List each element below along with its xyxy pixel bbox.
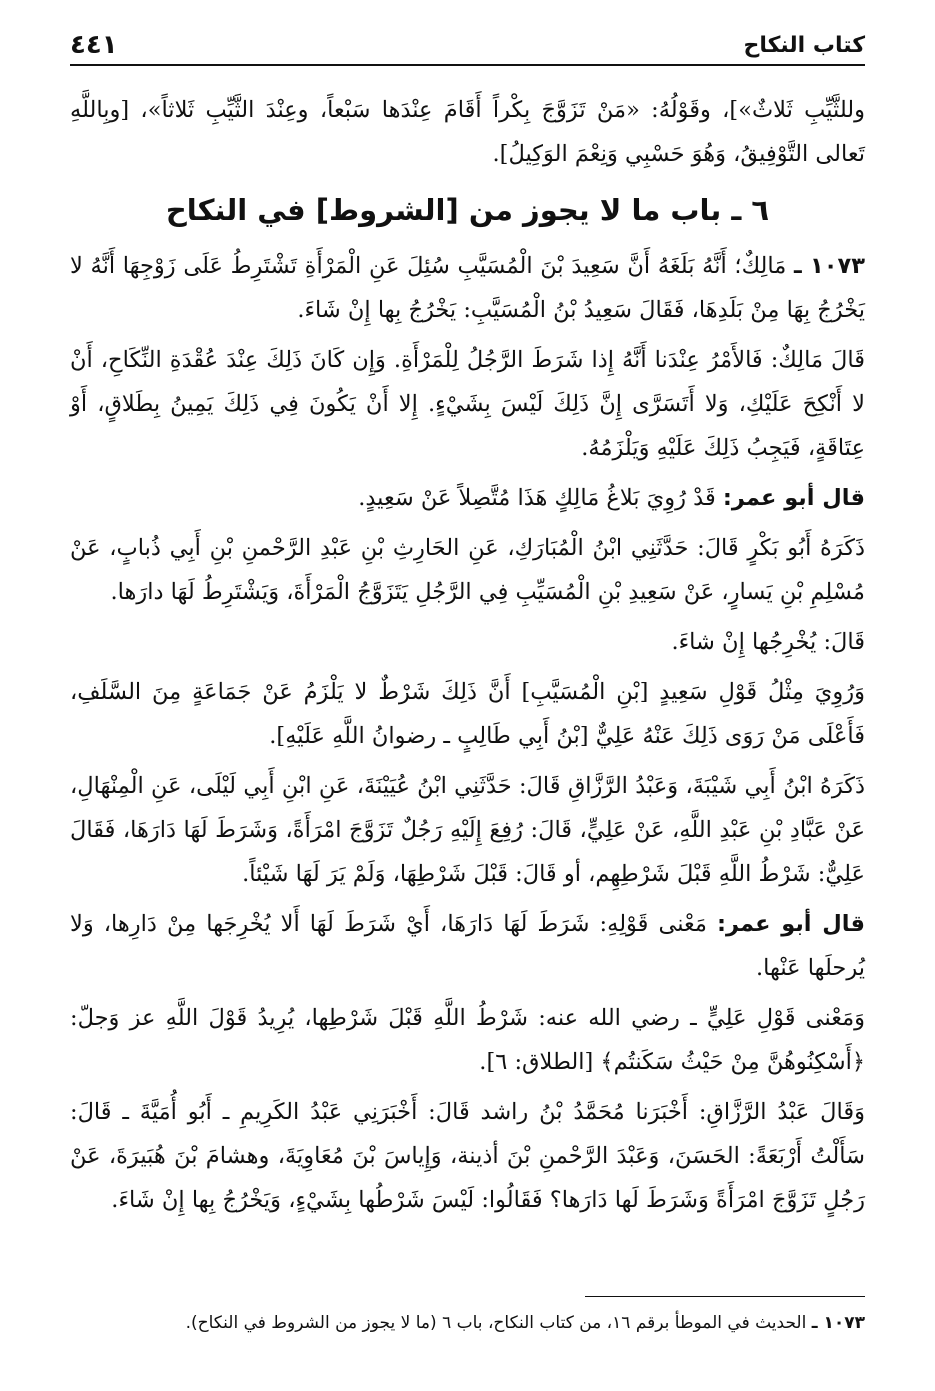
commentator-lead: قال أبو عمر: — [722, 485, 865, 511]
footnote-number: ١٠٧٣ ـ — [811, 1313, 865, 1333]
footnote — [70, 1308, 865, 1338]
page-number: ٤٤١ — [70, 30, 118, 60]
paragraph-text: قَالَ مَالِكٌ: فَالأَمْرُ عِنْدَنا أَنَّهُ إِذا شَرَطَ الرَّجُلُ لِلْمَرْأَةِ. وَإِن كَانَ ذَلِكَ عِنْدَ عُقْدَةِ النِّكَاحِ، أَنْ لا أَنْكِحَ عَلَيْكِ، وَلا أَتَسَرَّى إِنَّ ذَلِكَ لَيْسَ بِشَيْءٍ. إِلا أَنْ يَكُونَ فِي ذَلِكَ يَمِينُ بِطَلاقٍ، أَوْ عِتَاقَةٍ، فَيَجِبُ ذَلِكَ عَلَيْهِ وَيَلْزَمُهُ. — [70, 347, 865, 461]
paragraph-text: وَمَعْنى قَوْلِ عَلِيٍّ ـ رضي الله عنه: شَرْطُ اللَّهِ قَبْلَ شَرْطِها، يُرِيدُ قَوْلَ اللَّهِ عز وَجلّ: ﴿أَسْكِنُوهُنَّ مِنْ حَيْثُ سَكَنتُم﴾ [الطلاق: ٦]. — [70, 1005, 865, 1075]
paragraph — [70, 338, 865, 470]
paragraph-text: مَالِكٌ؛ أَنَّهُ بَلَغَهُ أَنَّ سَعِيدَ بْنَ الْمُسَيَّبِ سُئِلَ عَنِ الْمَرْأَةِ تَشْتَرِطُ عَلَى زَوْجِهَا أَنَّهُ لا يَخْرُجُ بِهَا مِنْ بَلَدِهَا، فَقَالَ سَعِيدُ بْنُ الْمُسَيَّبِ: يَخْرُجُ بِها إِنْ شَاءَ. — [70, 253, 865, 323]
paragraph — [70, 88, 865, 176]
paragraph — [70, 476, 865, 520]
paragraph-text: مَعْنى قَوْلِهِ: شَرَطَ لَهَا دَارَهَا، أَيْ شَرَطَ لَهَا أَلا يُخْرِجَها مِنْ دَارِها، وَلا يُرحلَها عَنْها. — [70, 911, 865, 981]
commentator-lead: قال أبو عمر: — [717, 911, 865, 937]
paragraph — [70, 670, 865, 758]
paragraph-text: وَقَالَ عَبْدُ الرَّزَّاقِ: أَخْبَرَنا مُحَمَّدُ بْنُ راشد قَالَ: أَخْبَرَنِي عَبْدُ الكَرِيمِ ـ أَبُو أُمَيَّةَ ـ قَالَ: سَأَلْتُ أَرْبَعَةً: الحَسَنَ، وَعَبْدَ الرَّحْمنِ بْنَ أذينة، وَإِياسَ بْنَ مُعَاوِيَةَ، وهشامَ بْنَ هُبَيرَةَ، عَنْ رَجُلٍ تَزَوَّجَ امْرَأَةً وَشَرَطَ لَها دَارَها؟ فَقَالُوا: لَيْسَ شَرْطُها بِشَيْءٍ، وَيَخْرُجُ بِها إِنْ شَاءَ. — [70, 1099, 865, 1213]
paragraph — [70, 526, 865, 614]
paragraph-text: ذَكَرَهُ ابْنُ أَبِي شَيْبَةَ، وَعَبْدُ الرَّزَّاقِ قَالَ: حَدَّثَنِي ابْنُ عُيَيْنَةَ، عَنِ ابْنِ أَبِي لَيْلَى، عَنِ الْمِنْهَالِ، عَنْ عَبَّادِ بْنِ عَبْدِ اللَّهِ، عَنْ عَلِيٍّ، قَالَ: رُفِعَ إِلَيْهِ رَجُلٌ تَزَوَّجَ امْرَأَةً، وَشَرَطَ لَهَا دَارَهَا، فَقَالَ عَلِيٌّ: شَرْطُ اللَّهِ قَبْلَ شَرْطِهِم، أو قَالَ: قَبْلَ شَرْطِهَا، وَلَمْ يَرَ لَهَا شَيْئاً. — [70, 773, 865, 887]
paragraph — [70, 1090, 865, 1222]
paragraph-text: قَالَ: يُخْرِجُها إِنْ شاءَ. — [671, 629, 865, 655]
footnote-divider — [585, 1296, 865, 1297]
paragraph-text: وللثَّيِّبِ ثَلاثٌ»]، وقَوْلُهُ: «مَنْ تَزَوَّجَ بِكْراً أَقَامَ عِنْدَها سَبْعاً، وعِنْدَ الثَّيِّبِ ثَلاثاً»، [وبِاللَّهِ تَعالى التَّوْفِيقُ، وَهُوَ حَسْبِي وَنِعْمَ الوَكِيلُ]. — [70, 97, 865, 167]
paragraph — [70, 996, 865, 1084]
footnote-text: الحديث في الموطأ برقم ١٦، من كتاب النكاح، باب ٦ (ما لا يجوز من الشروط في النكاح). — [185, 1313, 812, 1333]
running-header — [70, 30, 865, 66]
paragraph — [70, 902, 865, 990]
paragraph — [70, 764, 865, 896]
hadith-number: ١٠٧٣ ـ — [793, 253, 865, 279]
paragraph — [70, 620, 865, 664]
running-title: كتاب النكاح — [743, 32, 865, 58]
paragraph-text: وَرُوِيَ مِثْلُ قَوْلِ سَعِيدٍ [بْنِ الْمُسَيَّبِ] أَنَّ ذَلِكَ شَرْطٌ لا يَلْزَمُ عَنْ جَمَاعَةٍ مِنَ السَّلَفِ، فَأَعْلَى مَنْ رَوَى ذَلِكَ عَنْهُ عَلِيٌّ [بْنُ أَبِي طَالِبٍ ـ رضوانُ اللَّهِ عَلَيْهِ]. — [70, 679, 865, 749]
chapter-heading: ٦ ـ باب ما لا يجوز من [الشروط] في النكاح — [165, 193, 770, 227]
paragraph — [70, 244, 865, 332]
body-text — [70, 88, 865, 1222]
paragraph-text: قَدْ رُوِيَ بَلاغُ مَالِكٍ هَذَا مُتَّصِلاً عَنْ سَعِيدٍ. — [358, 485, 723, 511]
paragraph-text: ذَكَرَهُ أَبُو بَكْرٍ قَالَ: حَدَّثَنِي ابْنُ الْمُبَارَكِ، عَنِ الحَارِثِ بْنِ عَبْدِ الرَّحْمنِ بْنِ أَبِي ذُبابٍ، عَنْ مُسْلِمِ بْنِ يَسارٍ، عَنْ سَعِيدِ بْنِ الْمُسَيِّبِ فِي الرَّجُلِ يَتَزَوَّجُ الْمَرْأَةَ، وَيَشْتَرِطُ لَهَا دارَها. — [70, 535, 865, 605]
